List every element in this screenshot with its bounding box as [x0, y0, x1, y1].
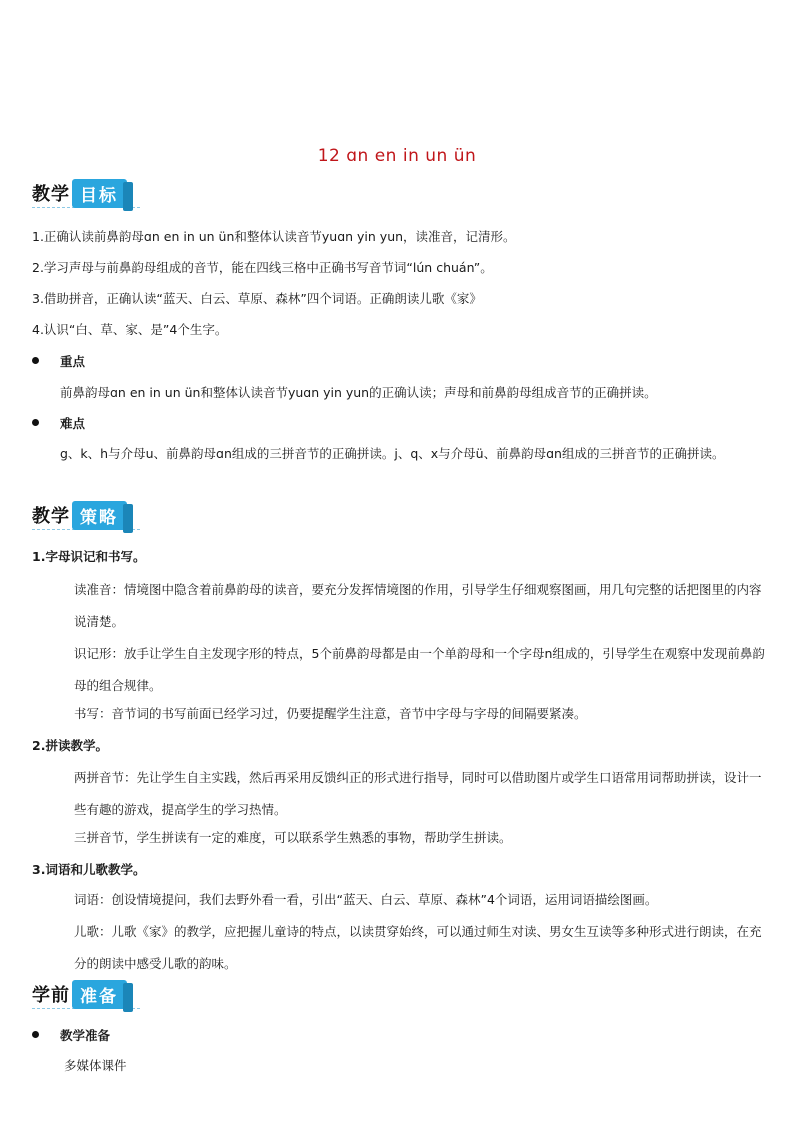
key-points-text: 前鼻韵母ɑn en in un ün和整体认读音节yuɑn yin yun的正确认读；声母和前鼻韵母组成音节的正确拼读。	[60, 385, 657, 400]
strategy-paragraph: 儿歌：儿歌《家》的教学，应把握儿童诗的特点，以读贯穿始终，可以通过师生对读、男女生互读等多种形式进行朗读，在充分的朗读中感受儿歌的韵味。	[74, 924, 762, 971]
goal-item-3: 3.借助拼音，正确认读“蓝天、白云、草原、森林”四个词语。正确朗读儿歌《家》	[32, 291, 482, 306]
difficulty-label: 难点	[60, 416, 86, 431]
strategy-paragraph: 三拼音节，学生拼读有一定的难度，可以联系学生熟悉的事物，帮助学生拼读。	[74, 830, 512, 845]
strategy-paragraph: 词语：创设情境提问，我们去野外看一看，引出“蓝天、白云、草原、森林”4个词语，运用词语描绘图画。	[74, 892, 658, 907]
bullet-icon	[32, 1030, 42, 1040]
section-header-tag: 策略	[72, 501, 127, 530]
section-header-prefix: 教学	[32, 506, 70, 527]
section-header-strategy	[32, 500, 127, 530]
strategy-heading-3: 3.词语和儿歌教学。	[32, 862, 146, 877]
strategy-heading-2: 2.拼读教学。	[32, 738, 108, 753]
section-header-prep	[32, 979, 127, 1009]
section-header-goals	[32, 178, 127, 208]
key-points-label: 重点	[60, 354, 86, 369]
difficulty-text: g、k、h与介母u、前鼻韵母ɑn组成的三拼音节的正确拼读。j、q、x与介母ü、前鼻韵母ɑn组成的三拼音节的正确拼读。	[60, 446, 725, 461]
section-header-tag: 准备	[72, 980, 127, 1009]
goal-item-2: 2.学习声母与前鼻韵母组成的音节，能在四线三格中正确书写音节词“lún chuán”。	[32, 260, 493, 275]
lesson-title: 12 ɑn en in un ün	[317, 146, 477, 166]
strategy-paragraph: 读准音：情境图中隐含着前鼻韵母的读音，要充分发挥情境图的作用，引导学生仔细观察图画，用几句完整的话把图里的内容说清楚。	[74, 582, 762, 629]
section-header-prefix: 学前	[32, 985, 70, 1006]
strategy-paragraph: 识记形：放手让学生自主发现字形的特点，5个前鼻韵母都是由一个单韵母和一个字母n组成的，引导学生在观察中发现前鼻韵母的组合规律。	[74, 646, 765, 693]
prep-text: 多媒体课件	[64, 1058, 127, 1073]
strategy-paragraph: 两拼音节：先让学生自主实践，然后再采用反馈纠正的形式进行指导，同时可以借助图片或学生口语常用词帮助拼读，设计一些有趣的游戏，提高学生的学习热情。	[74, 770, 762, 817]
bullet-icon	[32, 356, 42, 366]
section-header-tag: 目标	[72, 179, 127, 208]
bullet-icon	[32, 418, 42, 428]
goal-item-1: 1.正确认读前鼻韵母ɑn en in un ün和整体认读音节yuɑn yin yun，读准音，记清形。	[32, 229, 516, 244]
strategy-paragraph: 书写：音节词的书写前面已经学习过，仍要提醒学生注意，音节中字母与字母的间隔要紧凑。	[74, 706, 587, 721]
strategy-heading-1: 1.字母识记和书写。	[32, 549, 146, 564]
section-header-prefix: 教学	[32, 184, 70, 205]
goal-item-4: 4.认识“白、草、家、是”4个生字。	[32, 322, 228, 337]
prep-label: 教学准备	[60, 1028, 111, 1043]
